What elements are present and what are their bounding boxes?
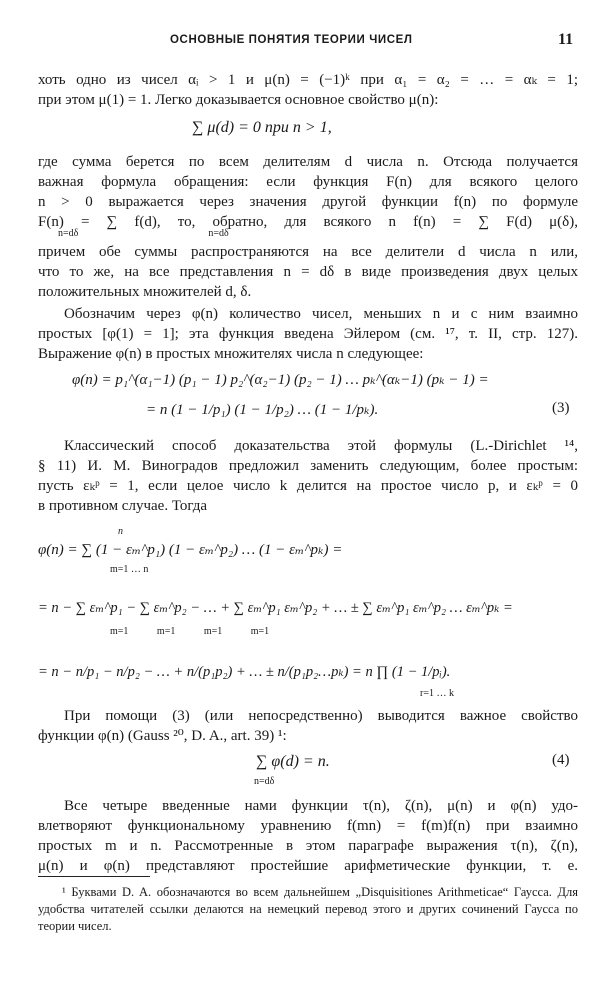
paragraph-line: простых m и n. Рассмотренные в этом параграфе выражения τ(n), ζ(n), <box>38 838 578 854</box>
paragraph-line: причем обе суммы распространяются на все делители d числа n или, <box>38 244 578 260</box>
paragraph-line: при этом μ(1) = 1. Легко доказывается основное свойство μ(n): <box>38 92 439 108</box>
paragraph-line: простых [φ(1) = 1]; эта функция введена Эйлером (см. ¹⁷, т. II, стр. 127). <box>38 326 578 342</box>
paragraph-line: положительных множителей d, δ. <box>38 284 252 300</box>
sum-limit-upper: n <box>118 526 123 537</box>
paragraph-line: пусть εₖᵖ = 1, если целое число k делится на простое число p, и εₖᵖ = 0 <box>38 478 578 494</box>
equation-number-4: (4) <box>552 752 570 768</box>
footnote-divider <box>38 876 150 877</box>
running-head <box>0 31 613 54</box>
sum-limits: n=dδ n=dδ <box>38 228 229 239</box>
paragraph-line: влетворяют функциональному уравнению f(mn) = f(m)f(n) при взаимно <box>38 818 578 834</box>
sum-limits: m=1 … n <box>110 564 149 575</box>
equation-gauss-sum: ∑ φ(d) = n. <box>256 753 330 770</box>
equation-phi-expanded: = n − ∑ εₘ^p₁ − ∑ εₘ^p₂ − … + ∑ εₘ^p₁ εₘ^p₂ + … ± ∑ εₘ^p₁ εₘ^p₂ … εₘ^pₖ = <box>38 600 513 616</box>
sum-limits: n=dδ <box>254 776 275 787</box>
paragraph-line: Все четыре введенные нами функции τ(n), ζ(n), μ(n) и φ(n) удо- <box>64 798 578 814</box>
paragraph-line: хоть одно из чисел αᵢ > 1 и μ(n) = (−1)ᵏ при α₁ = α₂ = … = αₖ = 1; <box>38 72 578 88</box>
paragraph-line: функции φ(n) (Gauss ²⁰, D. A., art. 39) ¹: <box>38 728 287 744</box>
paragraph-line: важная формула обращения: если функция F(n) для всякого целого <box>38 174 578 190</box>
footnote: ¹ Буквами D. A. обозначаются во всем дальнейшем „Disquisitiones Arithmeticae“ Гаусса. Для удобства читателей ссылки делаются на немецкий перевод этого и других сочинений Гаусса по теории чисел. <box>38 885 578 933</box>
equation-mobius-sum: ∑ μ(d) = 0 при n > 1, <box>192 119 332 136</box>
equation-phi-final: = n − n/p₁ − n/p₂ − … + n/(p₁p₂) + … ± n/(p₁p₂…pₖ) = n ∏ (1 − 1/pᵢ). <box>38 664 451 680</box>
equation-euler-phi-line1: φ(n) = p₁^(α₁−1) (p₁ − 1) p₂^(α₂−1) (p₂ − 1) … pₖ^(αₖ−1) (pₖ − 1) = <box>72 372 489 388</box>
paragraph-line: где сумма берется по всем делителям d числа n. Отсюда получается <box>38 154 578 170</box>
equation-phi-product: φ(n) = ∑ (1 − εₘ^p₁) (1 − εₘ^p₂) … (1 − εₘ^pₖ) = <box>38 542 343 558</box>
equation-euler-phi-line2: = n (1 − 1/p₁) (1 − 1/p₂) … (1 − 1/pₖ). <box>146 402 379 418</box>
paragraph-line: Классический способ доказательства этой формулы (L.-Dirichlet ¹⁴, <box>64 438 578 454</box>
paragraph-line: При помощи (3) (или непосредственно) выводится важное свойство <box>64 708 578 724</box>
paragraph-line: n > 0 выражается через значения другой функции f(n) по формуле <box>38 194 578 210</box>
paragraph-line: F(n) = ∑ f(d), то, обратно, для всякого n f(n) = ∑ F(d) μ(δ), <box>38 214 578 230</box>
paragraph-line: μ(n) и φ(n) представляют простейшие арифметические функции, т. е. <box>38 858 578 874</box>
running-head-title: ОСНОВНЫЕ ПОНЯТИЯ ТЕОРИИ ЧИСЕЛ <box>170 34 413 46</box>
equation-number-3: (3) <box>552 400 570 416</box>
paragraph-line: в противном случае. Тогда <box>38 498 208 514</box>
paragraph-line: § 11) И. М. Виноградов предложил заменить следующим, более простым: <box>38 458 578 474</box>
sum-limits: m=1 m=1 m=1 m=1 <box>110 626 270 637</box>
paragraph-line: Обозначим через φ(n) количество чисел, меньших n и с ним взаимно <box>64 306 578 322</box>
page-number: 11 <box>558 31 574 48</box>
paragraph-line: что то же, на все представления n = dδ в виде произведения двух целых <box>38 264 578 280</box>
paragraph-line: Выражение φ(n) в простых множителях числа n следующее: <box>38 346 424 362</box>
product-limits: r=1 … k <box>420 688 454 699</box>
